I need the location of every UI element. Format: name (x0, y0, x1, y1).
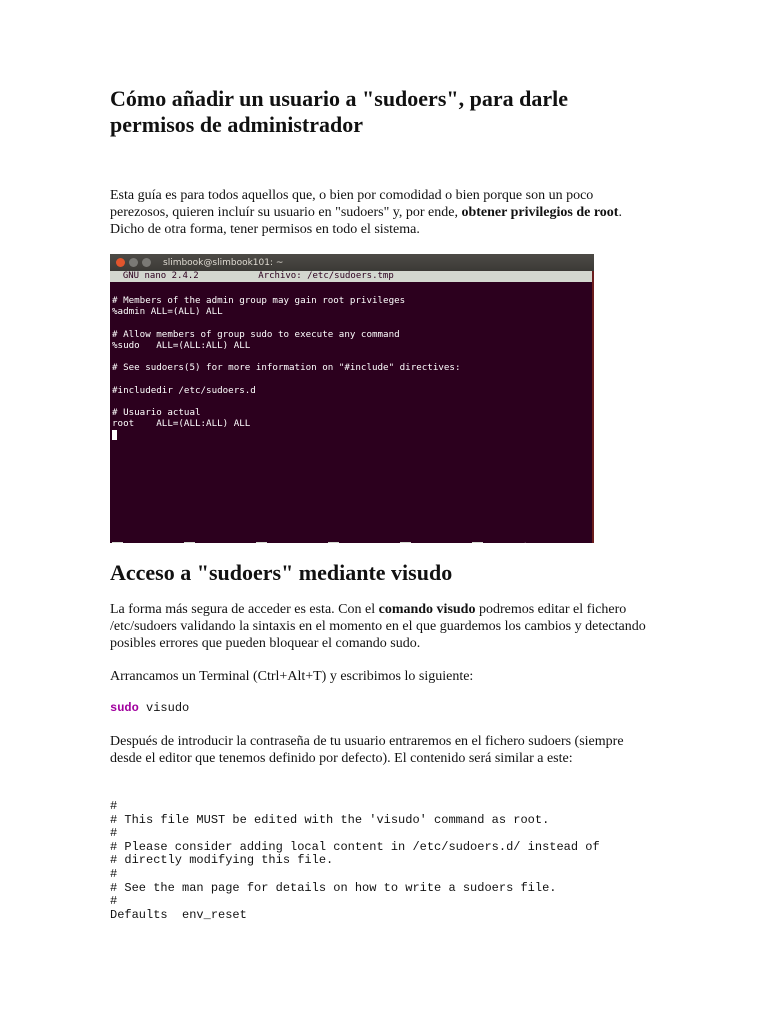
terminal-line: %sudo ALL=(ALL:ALL) ALL (112, 339, 251, 351)
command-rest: visudo (138, 701, 190, 715)
terminal-cursor (112, 430, 117, 440)
section-title: Acceso a "sudoers" mediante visudo (110, 560, 453, 585)
code-line: # This file MUST be edited with the 'visudo' command as root. (110, 812, 550, 827)
terminal-body (110, 282, 594, 441)
shortcut-row-1 (112, 542, 544, 543)
terminal-titlebar (110, 254, 594, 271)
intro-text-after: . Dicho de otra forma, tener permisos en todo el sistema. (110, 205, 622, 237)
intro-bold: obtener privilegios de root (461, 205, 619, 220)
code-line: # directly modifying this file. (110, 853, 334, 868)
terminal-line: # Allow members of group sudo to execute any command (112, 328, 400, 340)
terminal-window-title: slimbook@slimbook101: ~ (163, 257, 284, 268)
terminal-line (112, 351, 594, 362)
terminal-line: # Members of the admin group may gain root privileges (112, 295, 406, 306)
shortcut-label (267, 542, 328, 543)
paragraph-sudoers: Después de introducir la contraseña de tu usuario entraremos en el fichero sudoers (siempre desde el editor que tenemos definido por defecto). El contenido será similar a este: (110, 734, 624, 766)
shortcut-label (123, 542, 184, 543)
shortcut-key (184, 542, 195, 543)
maximize-icon (142, 258, 151, 267)
para2-bold: comando visudo (378, 602, 476, 617)
para2-text-after: podremos editar el fichero /etc/sudoers validando la sintaxis en el momento en el que guardemos los cambios y detectando posibles errores que pueden bloquear el comando sudo. (110, 602, 646, 651)
shortcut-label (339, 542, 400, 543)
terminal-line: root ALL=(ALL:ALL) ALL (112, 418, 251, 430)
close-icon (116, 258, 125, 267)
code-line: # (110, 866, 118, 881)
command-keyword: sudo (110, 701, 139, 715)
terminal-line: #includedir /etc/sudoers.d (112, 384, 256, 396)
code-line: Defaults env_reset (110, 907, 247, 922)
nano-shortcuts (112, 519, 544, 543)
shortcut-label (195, 542, 256, 543)
terminal-line: # Usuario actual (112, 407, 201, 419)
shortcut-key (112, 542, 123, 543)
shortcut-key (472, 542, 483, 543)
para2-text-before: La forma más segura de acceder es esta. Con el (110, 602, 379, 617)
shortcut-key (256, 542, 267, 543)
code-block (110, 800, 600, 922)
shortcut-key (328, 542, 339, 543)
code-line: # Please consider adding local content in /etc/sudoers.d/ instead of (110, 839, 600, 854)
terminal-line (112, 373, 594, 384)
terminal-edge (592, 271, 594, 543)
page-title: Cómo añadir un usuario a "sudoers", para darle permisos de administrador (110, 86, 568, 137)
intro-text-before: Esta guía es para todos aquellos que, o bien por comodidad o bien porque son un poco perezosos, quieren incluír su usuario en "sudoers" y, por ende, (110, 188, 594, 220)
code-line: # (110, 799, 118, 813)
code-line: # See the man page for details on how to write a sudoers file. (110, 880, 557, 895)
terminal-line (112, 317, 594, 328)
terminal-line (112, 396, 594, 407)
terminal-line: %admin ALL=(ALL) ALL (112, 306, 223, 318)
terminal-line: # See sudoers(5) for more information on "#include" directives: (112, 362, 461, 374)
shortcut-key (400, 542, 411, 543)
code-line: # (110, 894, 118, 909)
paragraph-visudo (110, 601, 650, 652)
paragraph-terminal: Arrancamos un Terminal (Ctrl+Alt+T) y escribimos lo siguiente: (110, 669, 474, 684)
code-line: # (110, 826, 118, 841)
minimize-icon (129, 258, 138, 267)
terminal-screenshot (110, 254, 594, 543)
intro-paragraph (110, 187, 650, 238)
terminal-lines (112, 295, 594, 429)
shortcut-label (483, 542, 533, 543)
nano-header: GNU nano 2.4.2 Archivo: /etc/sudoers.tmp (110, 271, 594, 282)
command-line (110, 702, 189, 716)
shortcut-label (411, 542, 472, 543)
